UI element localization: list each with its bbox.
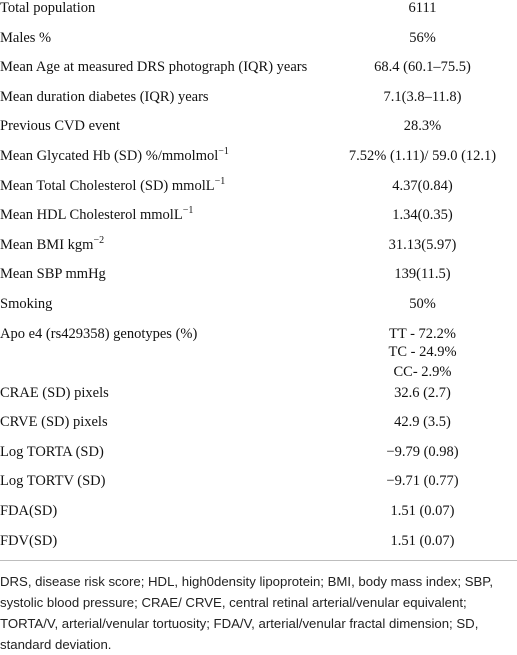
row-value: −9.71 (0.77): [386, 473, 459, 490]
genotype-tt: TT - 72.2%: [389, 325, 456, 342]
row-label: Apo e4 (rs429358) genotypes (%): [0, 325, 198, 342]
table-footnote: DRS, disease risk score; HDL, high0density lipoprotein; BMI, body mass index; SBP, systolic blood pressure; CRAE/ CRVE, central retinal arterial/venular equivalent; TORTA/V, arterial/venular tortuosity; FDA/V, arterial/venular fractal dimension; SD, standard deviation.: [0, 574, 494, 652]
row-value: 28.3%: [403, 118, 442, 135]
row-label: Mean duration diabetes (IQR) years: [0, 88, 209, 105]
row-label: Mean Age at measured DRS photograph (IQR) years: [0, 59, 308, 76]
row-label: Log TORTV (SD): [0, 473, 106, 490]
row-value: 1.51 (0.07): [390, 532, 455, 549]
table-row: [0, 148, 517, 178]
table-row: [0, 385, 517, 415]
row-label: CRVE (SD) pixels: [0, 414, 108, 431]
unit-superscript: −1: [214, 175, 226, 187]
table-row: [0, 444, 517, 474]
table-row: [0, 89, 517, 119]
row-value: 139(11.5): [394, 266, 451, 283]
row-value: 42.9 (3.5): [394, 414, 451, 431]
row-value: 32.6 (2.7): [394, 384, 451, 401]
row-label: Log TORTA (SD): [0, 443, 104, 460]
row-value: [330, 326, 515, 382]
table-row: [0, 473, 517, 503]
table-row: [0, 296, 517, 326]
table-row: [0, 118, 517, 148]
row-label: Total population: [0, 0, 96, 16]
genotype-tc: TC - 24.9%: [388, 343, 457, 360]
row-value: 68.4 (60.1–75.5): [374, 59, 471, 76]
table-row: [0, 175, 517, 208]
genotype-cc: CC- 2.9%: [393, 363, 452, 380]
table-row: [0, 414, 517, 444]
row-label: Males %: [0, 29, 52, 46]
row-value: 1.34(0.35): [392, 207, 453, 224]
row-value: 7.52% (1.11)/ 59.0 (12.1): [348, 147, 497, 164]
row-label: [0, 148, 229, 164]
row-label: [0, 207, 193, 223]
table-row: [0, 30, 517, 60]
unit-superscript: −1: [182, 205, 194, 217]
table-row: [0, 503, 517, 533]
table-row: [0, 0, 517, 30]
table-divider: [0, 560, 517, 561]
row-label: [0, 175, 226, 194]
row-label: FDA(SD): [0, 502, 58, 519]
table-row: [0, 59, 517, 89]
table-row: [0, 234, 517, 267]
table-row: [0, 207, 517, 237]
row-label: FDV(SD): [0, 532, 58, 549]
row-label: Previous CVD event: [0, 118, 121, 135]
row-label: Mean SBP mmHg: [0, 266, 106, 283]
row-label-text: Mean Total Cholesterol (SD) mmolL: [0, 177, 215, 194]
row-label-text: Mean BMI kgm: [0, 236, 94, 253]
row-label-text: Mean Glycated Hb (SD) %/mmolmol: [0, 147, 219, 164]
table-row: [0, 266, 517, 296]
row-label: [0, 234, 105, 253]
row-value: 50%: [409, 295, 436, 312]
table-row: [0, 533, 517, 563]
row-label: CRAE (SD) pixels: [0, 384, 109, 401]
unit-superscript: −2: [93, 234, 105, 246]
row-value: 6111: [408, 0, 437, 16]
row-value: 1.51 (0.07): [390, 502, 455, 519]
table-row: [0, 326, 517, 385]
row-value: 56%: [409, 29, 436, 46]
row-value: 31.13(5.97): [388, 236, 457, 253]
row-value: 7.1(3.8–11.8): [383, 88, 462, 105]
row-value: 4.37(0.84): [392, 177, 453, 194]
row-value: −9.79 (0.98): [386, 443, 459, 460]
row-label-text: Mean HDL Cholesterol mmolL: [0, 207, 183, 224]
row-label: Smoking: [0, 295, 53, 312]
unit-superscript: −1: [218, 146, 229, 158]
